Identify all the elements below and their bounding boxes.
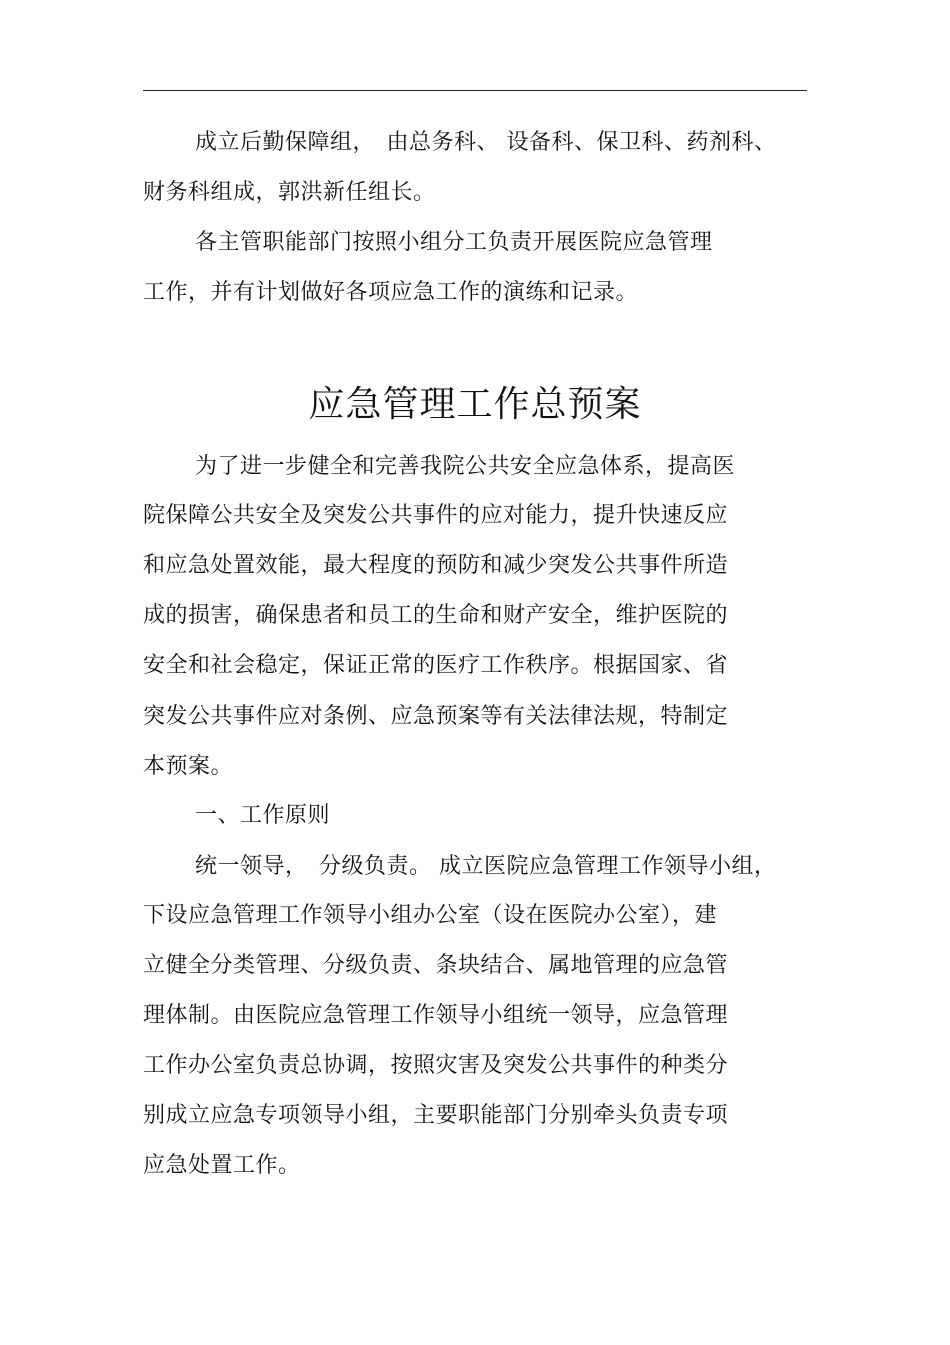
intro-line-1: 成立后勤保障组， 由总务科、 设备科、保卫科、药剂科、 [195, 130, 777, 155]
heading-work-principles: 一、工作原则 [195, 803, 331, 828]
principle-line-6: 别成立应急专项领导小组，主要职能部门分别牵头负责专项 [143, 1103, 729, 1128]
preamble-line-4: 成的损害，确保患者和员工的生命和财产安全，维护医院的 [143, 603, 729, 628]
preamble-line-1: 为了进一步健全和完善我院公共安全应急体系，提高医 [195, 454, 736, 479]
section-title: 应急管理工作总预案 [308, 384, 642, 425]
intro-line-2: 财务科组成，郭洪新任组长。 [143, 180, 436, 205]
header-rule [143, 90, 807, 91]
principle-line-1: 统一领导， 分级负责。 成立医院应急管理工作领导小组， [195, 854, 777, 879]
preamble-line-2: 院保障公共安全及突发公共事件的应对能力，提升快速反应 [143, 503, 729, 528]
principle-line-4: 理体制。由医院应急管理工作领导小组统一领导，应急管理 [143, 1003, 729, 1028]
intro-line-4: 工作，并有计划做好各项应急工作的演练和记录。 [143, 280, 639, 305]
principle-line-3: 立健全分类管理、分级负责、条块结合、属地管理的应急管 [143, 953, 729, 978]
preamble-line-7: 本预案。 [143, 754, 234, 779]
intro-line-3: 各主管职能部门按照小组分工负责开展医院应急管理 [195, 230, 713, 255]
principle-line-7: 应急处置工作。 [143, 1153, 301, 1178]
principle-line-2: 下设应急管理工作领导小组办公室（设在医院办公室），建 [143, 903, 718, 928]
preamble-line-5: 安全和社会稳定，保证正常的医疗工作秩序。根据国家、省 [143, 653, 729, 678]
preamble-line-6: 突发公共事件应对条例、应急预案等有关法律法规，特制定 [143, 704, 729, 729]
principle-line-5: 工作办公室负责总协调，按照灾害及突发公共事件的种类分 [143, 1053, 729, 1078]
preamble-line-3: 和应急处置效能，最大程度的预防和减少突发公共事件所造 [143, 553, 729, 578]
